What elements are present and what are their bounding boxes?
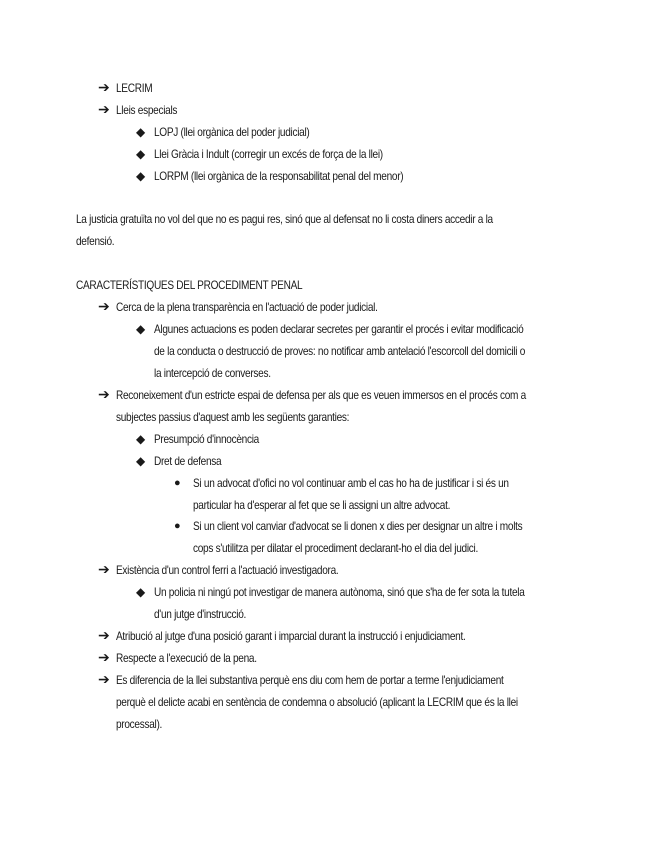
diamond-icon: ◆ bbox=[136, 322, 146, 336]
section-heading: CARACTERÍSTIQUES DEL PROCEDIMENT PENAL bbox=[76, 278, 303, 292]
list-item: Dret de defensa bbox=[154, 454, 222, 468]
arrow-icon: ➔ bbox=[98, 671, 110, 687]
list-item: Respecte a l'execució de la pena. bbox=[116, 651, 257, 665]
arrow-icon: ➔ bbox=[98, 649, 110, 665]
list-item: Algunes actuacions es poden declarar secretes per garantir el procés i evitar modificació bbox=[154, 322, 524, 336]
list-item-continuation: perquè el delicte acabi en sentència de condemna o absolució (aplicant la LECRIM que és la llei bbox=[116, 695, 518, 709]
list-item-continuation: d'un jutge d'instrucció. bbox=[154, 607, 247, 621]
list-item-continuation: subjectes passius d'aquest amb les següents garanties: bbox=[116, 410, 350, 424]
paragraph-line: defensió. bbox=[76, 234, 115, 248]
diamond-icon: ◆ bbox=[136, 585, 146, 599]
list-item-continuation: de la conducta o destrucció de proves: no notificar amb antelació l'escorcoll del domicili o bbox=[154, 344, 526, 358]
list-item-continuation: processal). bbox=[116, 717, 163, 731]
diamond-icon: ◆ bbox=[136, 454, 146, 468]
arrow-icon: ➔ bbox=[98, 386, 110, 402]
diamond-icon: ◆ bbox=[136, 432, 146, 446]
list-item: Reconeixement d'un estricte espai de defensa per als que es veuen immersos en el procés com a bbox=[116, 388, 526, 402]
diamond-icon: ◆ bbox=[136, 147, 146, 161]
diamond-icon: ◆ bbox=[136, 169, 146, 183]
list-item-lleis-especials: Lleis especials bbox=[116, 103, 178, 117]
diamond-icon: ◆ bbox=[136, 125, 146, 139]
arrow-icon: ➔ bbox=[98, 627, 110, 643]
paragraph-line: La justicia gratuïta no vol del que no es pagui res, sinó que al defensat no li costa diners accedir a la bbox=[76, 212, 493, 226]
list-item-continuation: la intercepció de converses. bbox=[154, 366, 271, 380]
list-item: Si un client vol canviar d'advocat se li donen x dies per designar un altre i molts bbox=[193, 519, 523, 533]
list-item: Cerca de la plena transparència en l'actuació de poder judicial. bbox=[116, 300, 378, 314]
list-item-lorpm: LORPM (llei orgànica de la responsabilitat penal del menor) bbox=[154, 169, 404, 183]
list-item: Atribució al jutge d'una posició garant i imparcial durant la instrucció i enjudiciament. bbox=[116, 629, 466, 643]
bullet-icon: ● bbox=[174, 520, 181, 532]
list-item-lopj: LOPJ (llei orgànica del poder judicial) bbox=[154, 125, 310, 139]
arrow-icon: ➔ bbox=[98, 79, 110, 95]
list-item-gracia-indult: Llei Gràcia i Indult (corregir un excés de força de la llei) bbox=[154, 147, 383, 161]
arrow-icon: ➔ bbox=[98, 101, 110, 117]
bullet-icon: ● bbox=[174, 477, 181, 489]
list-item: Es diferencia de la llei substantiva perquè ens diu com hem de portar a terme l'enjudiciament bbox=[116, 673, 504, 687]
list-item: Un policia ni ningú pot investigar de manera autònoma, sinó que s'ha de fer sota la tutela bbox=[154, 585, 525, 599]
list-item-lecrim: LECRIM bbox=[116, 81, 153, 95]
arrow-icon: ➔ bbox=[98, 561, 110, 577]
list-item: Si un advocat d'ofici no vol continuar amb el cas ho ha de justificar i si és un bbox=[193, 476, 509, 490]
list-item: Presumpció d'innocència bbox=[154, 432, 259, 446]
arrow-icon: ➔ bbox=[98, 298, 110, 314]
list-item-continuation: particular ha d'esperar al fet que se li assigni un altre advocat. bbox=[193, 498, 451, 512]
list-item-continuation: cops s'utilitza per dilatar el procediment declarant-ho el dia del judici. bbox=[193, 541, 478, 555]
list-item: Existència d'un control ferri a l'actuació investigadora. bbox=[116, 563, 339, 577]
